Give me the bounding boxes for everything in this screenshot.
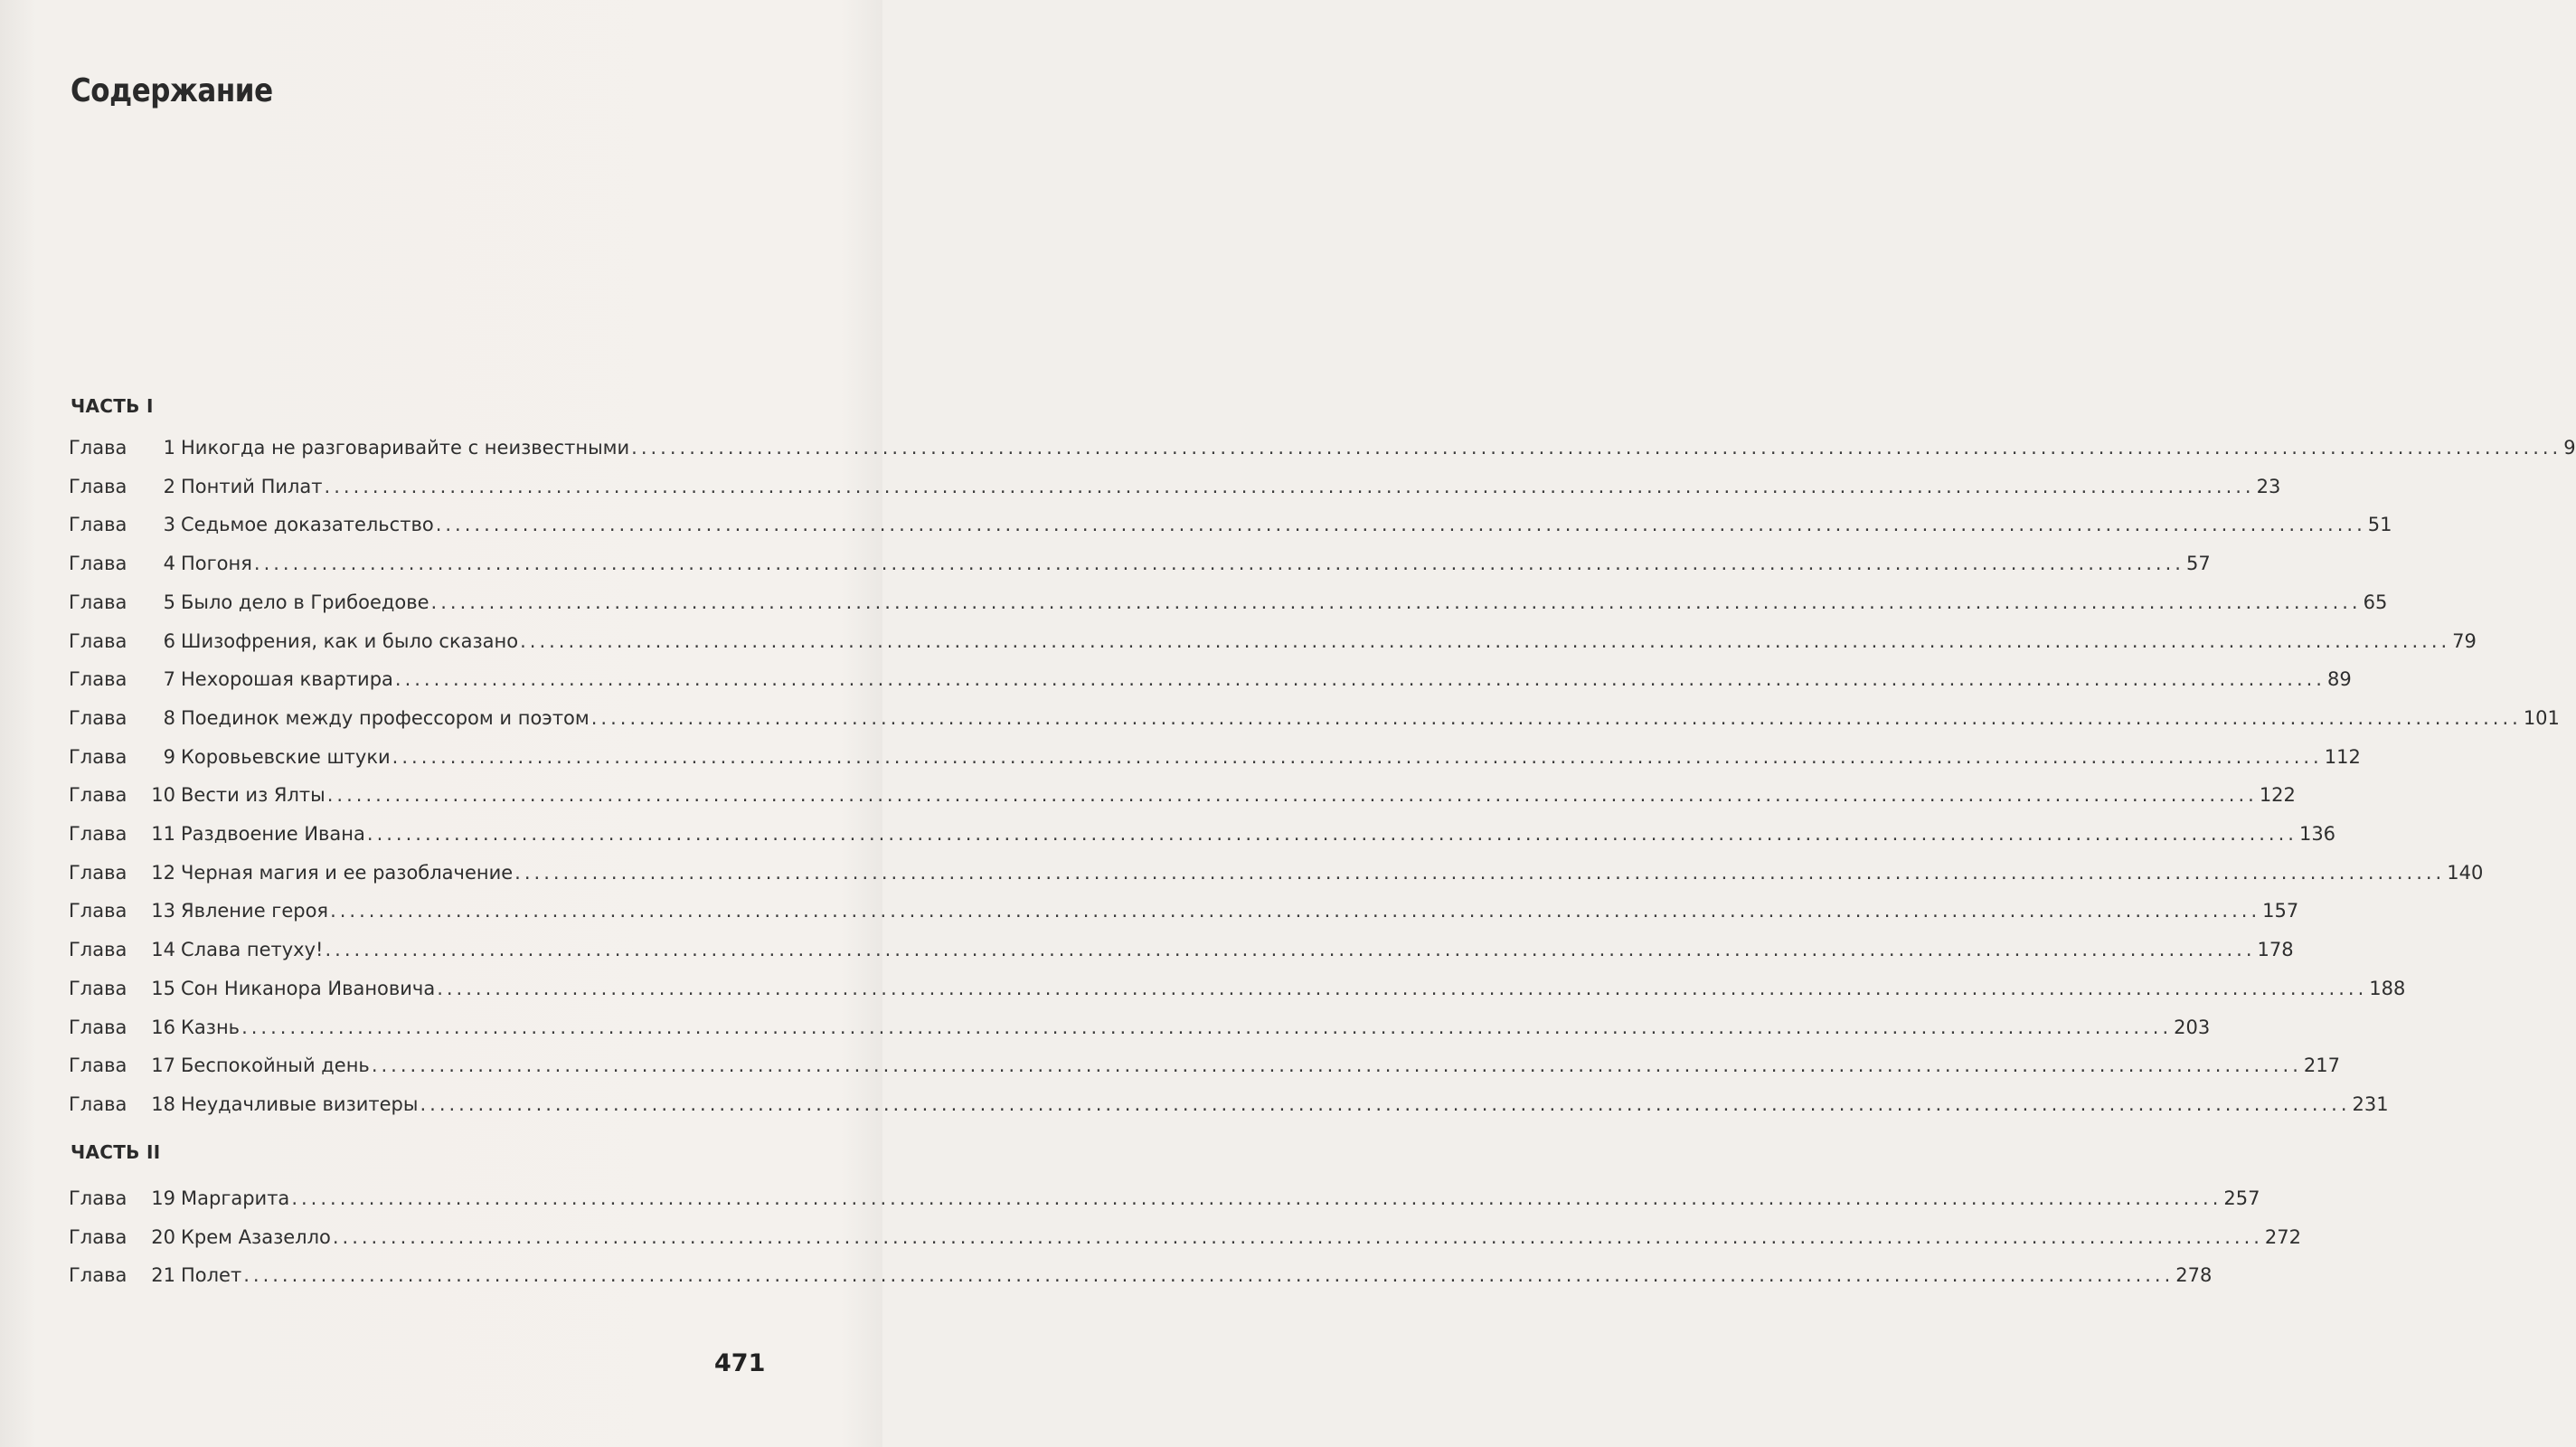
chapter-title: Нехорошая квартира <box>181 668 393 691</box>
chapter-line <box>181 936 2294 963</box>
chapter-number: 13 <box>151 900 175 922</box>
chapter-word: Глава <box>69 939 127 961</box>
chapter-word: Глава <box>69 1016 127 1038</box>
chapter-title: Шизофрения, как и было сказано <box>181 629 519 652</box>
chapter-word: Глава <box>69 1187 127 1209</box>
chapter-number: 19 <box>151 1187 175 1209</box>
chapter-number: 1 <box>163 437 175 459</box>
dot-leader: ........................................................................................................................................................................................................ <box>590 706 2522 729</box>
chapter-word: Глава <box>69 475 127 497</box>
chapter-title: Поединок между профессором и поэтом <box>181 706 590 729</box>
chapter-word: Глава <box>69 514 127 536</box>
chapter-page: 23 <box>2256 475 2281 497</box>
chapter-line <box>181 434 2576 461</box>
toc-entry <box>69 1091 2389 1118</box>
chapter-line <box>181 1185 2260 1212</box>
dot-leader: ........................................................................................................................................................................................................ <box>631 437 2562 459</box>
chapter-title: Неудачливые визитеры <box>181 1092 419 1115</box>
chapter-word: Глава <box>69 784 127 807</box>
chapter-title: Крем Азазелло <box>181 1225 331 1248</box>
dot-leader: ........................................................................................................................................................................................................ <box>291 1187 2222 1209</box>
dot-leader: ........................................................................................................................................................................................................ <box>437 977 2368 999</box>
chapter-page: 101 <box>2523 706 2560 729</box>
chapter-title: Сон Никанора Ивановича <box>181 977 436 999</box>
chapter-title: Казнь <box>181 1016 241 1038</box>
chapter-line <box>181 550 2211 577</box>
toc-entry <box>69 434 2576 461</box>
chapter-line <box>181 781 2296 809</box>
chapter-word: Глава <box>69 1055 127 1077</box>
chapter-page: 188 <box>2369 977 2406 999</box>
chapter-number: 5 <box>163 591 175 613</box>
toc-entry <box>69 628 2477 655</box>
toc-entry <box>69 550 2211 577</box>
chapter-number: 9 <box>163 745 175 768</box>
chapter-number: 17 <box>151 1055 175 1077</box>
chapter-page: 217 <box>2303 1055 2340 1077</box>
chapter-number: 10 <box>151 784 175 807</box>
chapter-number: 7 <box>163 668 175 691</box>
dot-leader: ........................................................................................................................................................................................................ <box>520 629 2451 652</box>
chapter-page: 136 <box>2298 823 2336 845</box>
chapter-number: 15 <box>151 977 175 999</box>
toc-entry <box>69 897 2299 924</box>
dot-leader: ........................................................................................................................................................................................................ <box>253 553 2184 575</box>
chapter-title: Слава петуху! <box>181 939 324 961</box>
chapter-number: 21 <box>151 1264 175 1287</box>
dot-leader: ........................................................................................................................................................................................................ <box>326 784 2258 807</box>
toc-entry <box>69 1224 2302 1251</box>
chapter-line <box>181 1014 2211 1041</box>
toc-entry <box>69 589 2388 616</box>
chapter-title: Понтий Пилат <box>181 475 323 497</box>
dot-leader: ........................................................................................................................................................................................................ <box>366 823 2298 845</box>
chapter-page: 65 <box>2363 591 2388 613</box>
chapter-number: 16 <box>151 1016 175 1038</box>
chapter-page: 51 <box>2367 514 2392 536</box>
chapter-word: Глава <box>69 553 127 575</box>
chapter-line <box>181 859 2484 886</box>
toc-entry <box>69 975 2406 1002</box>
chapter-title: Раздвоение Ивана <box>181 823 365 845</box>
chapter-line <box>181 473 2281 500</box>
part-heading-1: ЧАСТЬ I <box>71 395 154 417</box>
dot-leader: ........................................................................................................................................................................................................ <box>514 861 2446 884</box>
chapter-title: Полет <box>181 1264 242 1287</box>
chapter-page: 231 <box>2352 1092 2389 1115</box>
chapter-page: 257 <box>2223 1187 2260 1209</box>
chapter-line <box>181 743 2361 771</box>
chapter-title: Маргарита <box>181 1187 290 1209</box>
dot-leader: ........................................................................................................................................................................................................ <box>324 475 2255 497</box>
chapter-number: 18 <box>151 1092 175 1115</box>
part-heading-2: ЧАСТЬ II <box>71 1141 161 1163</box>
dot-leader: ........................................................................................................................................................................................................ <box>420 1092 2351 1115</box>
dot-leader: ........................................................................................................................................................................................................ <box>371 1055 2302 1077</box>
chapter-page: 57 <box>2185 553 2211 575</box>
chapter-line <box>181 1262 2213 1289</box>
chapter-number: 2 <box>163 475 175 497</box>
chapter-title: Черная магия и ее разоблачение <box>181 861 514 884</box>
chapter-page: 178 <box>2257 939 2294 961</box>
chapter-number: 3 <box>163 514 175 536</box>
dot-leader: ........................................................................................................................................................................................................ <box>330 900 2261 922</box>
chapter-line <box>181 897 2299 924</box>
chapter-word: Глава <box>69 668 127 691</box>
chapter-page: 79 <box>2452 629 2477 652</box>
chapter-title: Беспокойный день <box>181 1055 370 1077</box>
chapter-line <box>181 511 2392 538</box>
chapter-line <box>181 820 2336 847</box>
chapter-word: Глава <box>69 1264 127 1287</box>
toc-entry <box>69 859 2484 886</box>
chapter-number: 6 <box>163 629 175 652</box>
chapter-word: Глава <box>69 629 127 652</box>
chapter-title: Никогда не разговаривайте с неизвестными <box>181 437 630 459</box>
chapter-word: Глава <box>69 437 127 459</box>
toc-entry <box>69 1185 2260 1212</box>
chapter-word: Глава <box>69 1092 127 1115</box>
toc-entry <box>69 743 2361 771</box>
toc-entry <box>69 1262 2213 1289</box>
dot-leader: ........................................................................................................................................................................................................ <box>241 1016 2173 1038</box>
chapter-line <box>181 975 2406 1002</box>
toc-entry <box>69 781 2296 809</box>
chapter-number: 20 <box>151 1225 175 1248</box>
chapter-number: 11 <box>151 823 175 845</box>
toc-entry <box>69 705 2560 732</box>
page-number: 471 <box>714 1349 766 1377</box>
chapter-title: Погоня <box>181 553 252 575</box>
chapter-number: 12 <box>151 861 175 884</box>
chapter-title: Вести из Ялты <box>181 784 326 807</box>
chapter-word: Глава <box>69 823 127 845</box>
chapter-page: 112 <box>2324 745 2361 768</box>
chapter-page: 89 <box>2326 668 2352 691</box>
chapter-title: Было дело в Грибоедове <box>181 591 429 613</box>
toc-entry <box>69 511 2392 538</box>
toc-entry <box>69 936 2294 963</box>
chapter-line <box>181 628 2477 655</box>
chapter-page: 278 <box>2175 1264 2213 1287</box>
dot-leader: ........................................................................................................................................................................................................ <box>394 668 2326 691</box>
toc-entry <box>69 666 2352 693</box>
chapter-title: Коровьевские штуки <box>181 745 391 768</box>
chapter-word: Глава <box>69 900 127 922</box>
chapter-word: Глава <box>69 591 127 613</box>
toc-entry <box>69 473 2281 500</box>
chapter-line <box>181 666 2352 693</box>
chapter-title: Явление героя <box>181 900 329 922</box>
chapter-word: Глава <box>69 706 127 729</box>
chapter-word: Глава <box>69 1225 127 1248</box>
chapter-line <box>181 705 2560 732</box>
toc-entry <box>69 1014 2211 1041</box>
chapter-line <box>181 1091 2389 1118</box>
chapter-page: 157 <box>2262 900 2299 922</box>
chapter-page: 9 <box>2563 437 2576 459</box>
chapter-page: 272 <box>2264 1225 2302 1248</box>
chapter-page: 140 <box>2447 861 2484 884</box>
dot-leader: ........................................................................................................................................................................................................ <box>325 939 2256 961</box>
chapter-line <box>181 1224 2302 1251</box>
dot-leader: ........................................................................................................................................................................................................ <box>392 745 2323 768</box>
chapter-word: Глава <box>69 861 127 884</box>
chapter-word: Глава <box>69 745 127 768</box>
dot-leader: ........................................................................................................................................................................................................ <box>243 1264 2175 1287</box>
chapter-page: 122 <box>2259 784 2296 807</box>
dot-leader: ........................................................................................................................................................................................................ <box>435 514 2366 536</box>
chapter-number: 14 <box>151 939 175 961</box>
toc-entry <box>69 820 2336 847</box>
chapter-number: 8 <box>163 706 175 729</box>
chapter-line <box>181 1052 2340 1079</box>
dot-leader: ........................................................................................................................................................................................................ <box>430 591 2362 613</box>
page-title: Содержание <box>71 72 273 109</box>
chapter-number: 4 <box>163 553 175 575</box>
chapter-word: Глава <box>69 977 127 999</box>
dot-leader: ........................................................................................................................................................................................................ <box>332 1225 2263 1248</box>
chapter-page: 203 <box>2174 1016 2211 1038</box>
chapter-title: Седьмое доказательство <box>181 514 434 536</box>
chapter-line <box>181 589 2388 616</box>
toc-entry <box>69 1052 2340 1079</box>
